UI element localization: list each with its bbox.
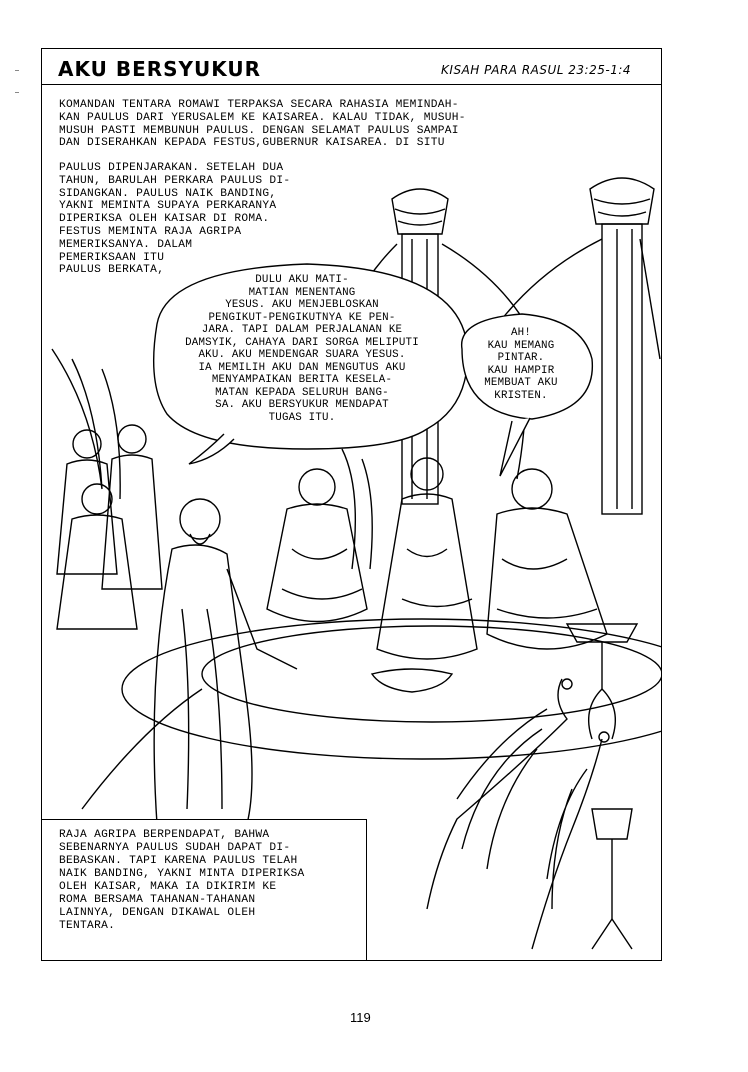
standing-guards: [57, 425, 162, 629]
caption-box: [42, 819, 367, 961]
peacocks: [427, 679, 609, 949]
narration-top: KOMANDAN TENTARA ROMAWI TERPAKSA SECARA RAHASIA MEMINDAH- KAN PAULUS DARI YERUSALEM KE KAISAREA. KALAU TIDAK, MUSUH- MUSUH PASTI MEMBUNUH PAULUS. DENGAN SELAMAT PAULUS SAMPAI DAN DISERAHKAN KEPADA FESTUS,GUBERNUR KAISAREA. DI SITU: [59, 99, 466, 150]
comic-panel: [41, 48, 662, 961]
narration-left: PAULUS DIPENJARAKAN. SETELAH DUA TAHUN, BARULAH PERKARA PAULUS DI- SIDANGKAN. PAULUS NAIK BANDING, YAKNI MEMINTA SUPAYA PERKARANYA DIPERIKSA OLEH KAISAR DI ROMA. FESTUS MEMINTA RAJA AGRIPA MEMERIKSANYA. DALAM PEMERIKSAAN ITU PAULUS BERKATA,: [59, 162, 291, 277]
page-number: 119: [350, 1010, 371, 1025]
figure-paul: [154, 499, 297, 824]
scripture-reference: KISAH PARA RASUL 23:25-1:4: [441, 63, 631, 77]
header-rule: [42, 84, 661, 85]
torch-stands: [567, 624, 637, 949]
speech-bubble-paul-text: DULU AKU MATI- MATIAN MENENTANG YESUS. AKU MENJEBLOSKAN PENGIKUT-PENGIKUTNYA KE PEN- JARA. TAPI DALAM PERJALANAN KE DAMSYIK, CAHAYA DARI SORGA MELIPUTI AKU. AKU MENDENGAR SUARA YESUS. IA MEMILIH AKU DAN MENGUTUS AKU MENYAMPAIKAN BERITA KESELA- MATAN KEPADA SELURUH BANG- SA. AKU BERSYUKUR MENDAPAT TUGAS ITU.: [185, 274, 419, 424]
speech-bubble-agrippa-text: AH! KAU MEMANG PINTAR. KAU HAMPIR MEMBUAT AKU KRISTEN.: [484, 327, 558, 402]
column-right: [590, 178, 654, 514]
speech-bubble-agrippa: [462, 327, 580, 402]
dais: [82, 619, 662, 809]
caption-text: RAJA AGRIPA BERPENDAPAT, BAHWA SEBENARNYA PAULUS SUDAH DAPAT DI- BEBASKAN. TAPI KARENA PAULUS TELAH NAIK BANDING, YAKNI MINTA DIPERIKSA OLEH KAISAR, MAKA IA DIKIRIM KE ROMA BERSAMA TAHANAN-TAHANAN LAINNYA, DENGAN DIKAWAL OLEH TENTARA.: [59, 829, 305, 932]
seated-figure-festus: [267, 469, 367, 622]
page-title: AKU BERSYUKUR: [58, 57, 262, 81]
speech-bubble-paul: [162, 274, 442, 424]
margin-mark: [15, 70, 19, 71]
margin-mark: [15, 92, 19, 93]
